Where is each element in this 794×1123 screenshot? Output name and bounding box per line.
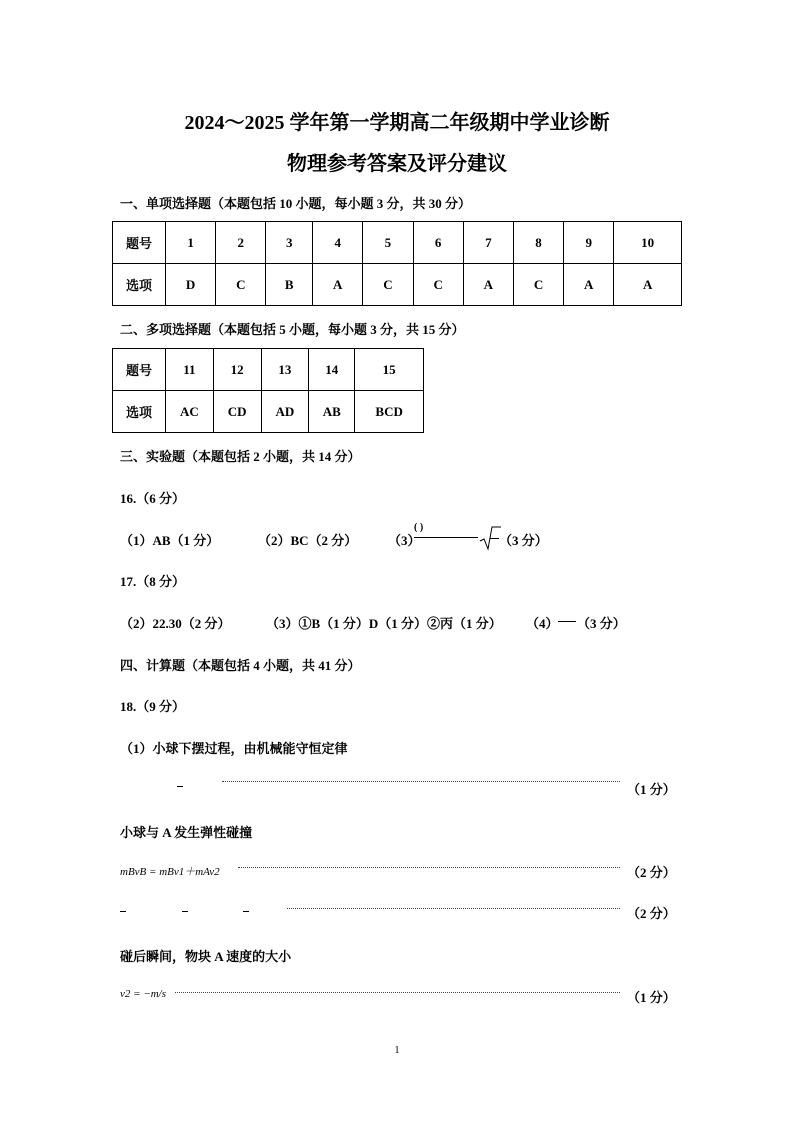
table-cell: 14: [309, 349, 355, 391]
table-cell: 选项: [113, 391, 166, 433]
table-cell: 7: [463, 222, 513, 264]
table-cell: CD: [213, 391, 261, 433]
fraction-bar: [243, 911, 249, 912]
score-label: （2 分）: [627, 865, 676, 880]
q16-part3-numerator: ( ): [414, 522, 424, 533]
table-cell: C: [513, 264, 563, 306]
after-collision-text: 碰后瞬间，物块 A 速度的大小: [120, 949, 292, 964]
dotted-leader: [238, 866, 620, 868]
fraction-bar: [182, 911, 188, 912]
table-cell: BCD: [355, 391, 424, 433]
table-cell: 1: [166, 222, 216, 264]
table-cell: AB: [309, 391, 355, 433]
section1-heading: 一、单项选择题（本题包括 10 小题，每小题 3 分，共 30 分）: [120, 196, 472, 211]
single-choice-table: [112, 221, 682, 306]
table-row: [113, 391, 424, 433]
momentum-equation: mBvB = mBv1＋mAv2: [120, 866, 220, 878]
q17-heading: 17.（8 分）: [120, 574, 186, 589]
fraction-bar: [414, 537, 478, 538]
q16-part2: （2）BC（2 分）: [258, 533, 358, 548]
dotted-leader: [287, 907, 620, 909]
table-row: [113, 222, 682, 264]
table-cell: AD: [261, 391, 309, 433]
fraction-bar: [490, 538, 499, 539]
table-cell: 8: [513, 222, 563, 264]
v2-equation: v2 = −m/s: [120, 988, 167, 1000]
section3-heading: 三、实验题（本题包括 2 小题，共 14 分）: [120, 449, 361, 464]
multi-choice-table: [112, 348, 424, 433]
table-cell: 11: [166, 349, 214, 391]
q16-heading: 16.（6 分）: [120, 491, 186, 506]
table-cell: A: [313, 264, 363, 306]
table-cell: 5: [363, 222, 413, 264]
page-subtitle: 物理参考答案及评分建议: [287, 153, 507, 175]
table-cell: 题号: [113, 349, 166, 391]
table-row: [113, 264, 682, 306]
table-row: [113, 349, 424, 391]
dotted-leader: [222, 780, 620, 782]
q17-part3: （3）①B（1 分）D（1 分）②丙（1 分）: [266, 616, 502, 631]
q17-part4-score: （3 分）: [577, 616, 626, 631]
table-cell: A: [564, 264, 614, 306]
q17-part2: （2）22.30（2 分）: [120, 616, 231, 631]
table-cell: AC: [166, 391, 214, 433]
q16-part1: （1）AB（1 分）: [120, 533, 220, 548]
score-label: （2 分）: [627, 906, 676, 921]
table-cell: 2: [216, 222, 266, 264]
table-cell: 12: [213, 349, 261, 391]
page-title: 2024～2025 学年第一学期高二年级期中学业诊断: [184, 112, 610, 134]
table-cell: 13: [261, 349, 309, 391]
fraction-bar: [558, 621, 576, 622]
fraction-bar: [177, 786, 183, 787]
table-cell: B: [266, 264, 313, 306]
page-number: 1: [394, 1045, 400, 1056]
q16-part3-label: （3）: [388, 533, 421, 548]
table-cell: C: [363, 264, 413, 306]
q18-part1: （1）小球下摆过程，由机械能守恒定律: [120, 741, 348, 756]
collision-text: 小球与 A 发生弹性碰撞: [120, 825, 253, 840]
q17-part4-label: （4）: [526, 616, 559, 631]
section4-heading: 四、计算题（本题包括 4 小题，共 41 分）: [120, 658, 361, 673]
fraction-bar: [120, 911, 126, 912]
table-cell: 15: [355, 349, 424, 391]
score-label: （1 分）: [627, 990, 676, 1005]
table-cell: 10: [614, 222, 682, 264]
table-cell: C: [216, 264, 266, 306]
q18-heading: 18.（9 分）: [120, 699, 186, 714]
table-cell: 3: [266, 222, 313, 264]
dotted-leader: [175, 991, 620, 993]
table-cell: 题号: [113, 222, 166, 264]
table-cell: 4: [313, 222, 363, 264]
section2-heading: 二、多项选择题（本题包括 5 小题，每小题 3 分，共 15 分）: [120, 322, 465, 337]
table-cell: A: [463, 264, 513, 306]
score-label: （1 分）: [627, 782, 676, 797]
table-cell: D: [166, 264, 216, 306]
q16-part3-score: （3 分）: [499, 533, 548, 548]
table-cell: C: [413, 264, 463, 306]
table-cell: 6: [413, 222, 463, 264]
table-cell: 选项: [113, 264, 166, 306]
table-cell: 9: [564, 222, 614, 264]
table-cell: A: [614, 264, 682, 306]
